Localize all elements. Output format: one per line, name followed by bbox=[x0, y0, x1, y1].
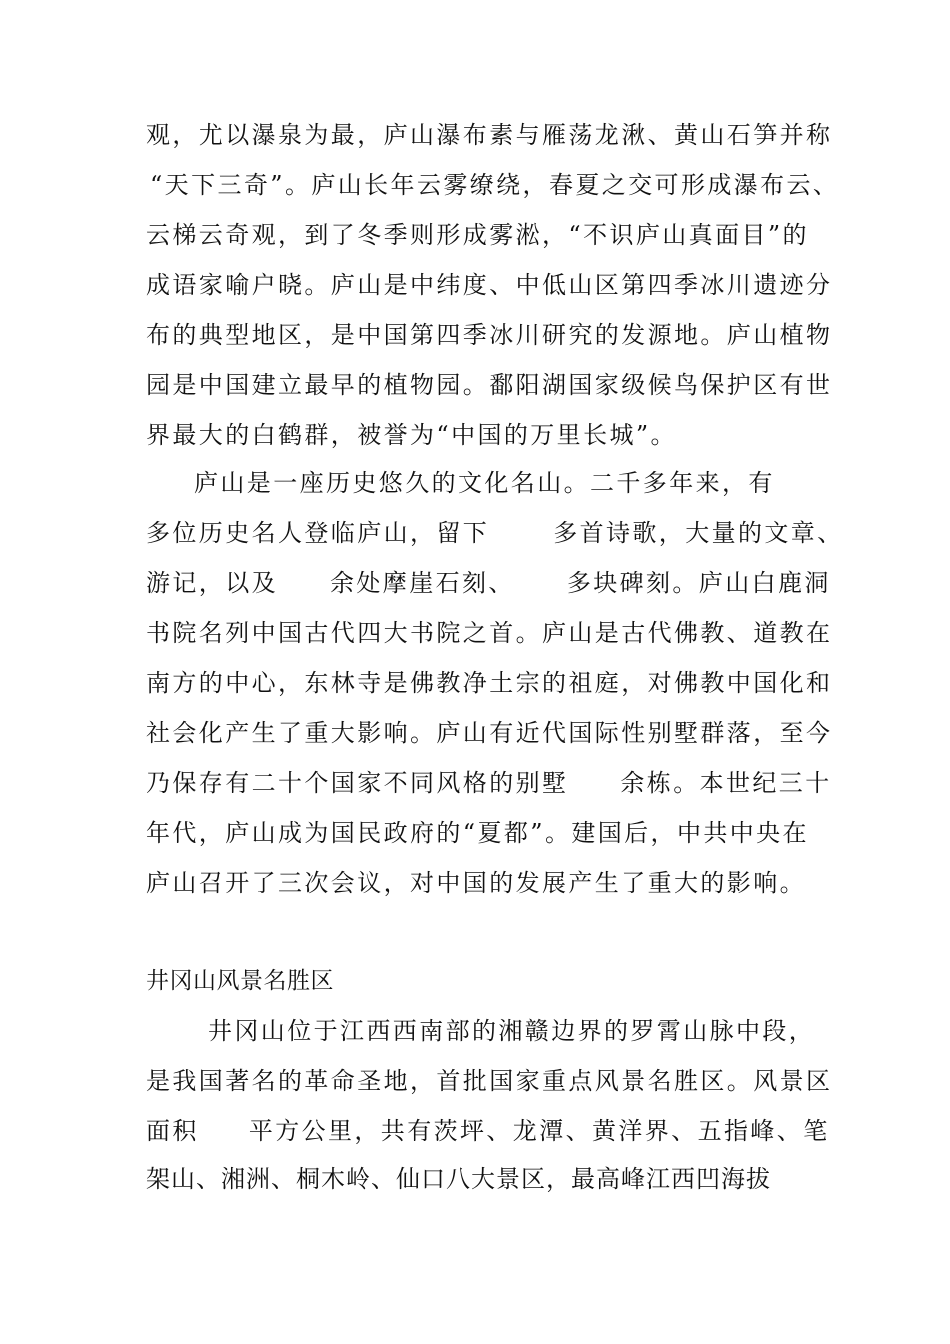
text-line: 书院名列中国古代四大书院之首。庐山是古代佛教、道教在 bbox=[146, 619, 833, 647]
text-line: 庐山是一座历史悠久的文化名山。二千多年来，有 bbox=[194, 469, 775, 497]
text-line: 观，尤以瀑泉为最，庐山瀑布素与雁荡龙湫、黄山石笋并称 bbox=[146, 121, 833, 149]
text-segment: 多首诗歌，大量的文章、 bbox=[553, 519, 844, 547]
text-line: 云梯云奇观，到了冬季则形成雾淞，“不识庐山真面目”的 bbox=[146, 221, 809, 249]
text-line: 架山、湘洲、桐木岭、仙口八大景区，最高峰江西凹海拔 bbox=[146, 1165, 771, 1193]
text-line: 南方的中心，东林寺是佛教净土宗的祖庭，对佛教中国化和 bbox=[146, 669, 833, 697]
text-line: 是我国著名的革命圣地，首批国家重点风景名胜区。风景区 bbox=[146, 1067, 833, 1095]
text-line bbox=[146, 518, 844, 548]
text-line bbox=[146, 768, 832, 798]
text-segment: 游记，以及 bbox=[146, 569, 278, 597]
text-segment: 余栋。本世纪三十 bbox=[620, 769, 832, 797]
text-segment: 多块碑刻。庐山白鹿洞 bbox=[566, 569, 831, 597]
text-line: 界最大的白鹤群，被誉为“中国的万里长城”。 bbox=[146, 421, 677, 449]
text-line: “天下三奇”。庐山长年云雾缭绕，春夏之交可形成瀑布云、 bbox=[150, 171, 840, 199]
text-line: 成语家喻户晓。庐山是中纬度、中低山区第四季冰川遗迹分 bbox=[146, 271, 833, 299]
text-line bbox=[146, 1116, 830, 1146]
text-segment: 面积 bbox=[146, 1117, 199, 1145]
text-segment: 多位历史名人登临庐山，留下 bbox=[146, 519, 490, 547]
text-line: 园是中国建立最早的植物园。鄱阳湖国家级候鸟保护区有世 bbox=[146, 371, 833, 399]
text-line: 社会化产生了重大影响。庐山有近代国际性别墅群落，至今 bbox=[146, 719, 833, 747]
text-line: 井冈山位于江西西南部的湘赣边界的罗霄山脉中段， bbox=[208, 1017, 816, 1045]
text-line: 布的典型地区，是中国第四季冰川研究的发源地。庐山植物 bbox=[146, 321, 833, 349]
text-segment: 平方公里，共有茨坪、龙潭、黄洋界、五指峰、笔 bbox=[248, 1117, 830, 1145]
text-line: 年代，庐山成为国民政府的“夏都”。建国后，中共中央在 bbox=[146, 819, 809, 847]
text-segment: 余处摩崖石刻、 bbox=[330, 569, 515, 597]
text-line: 庐山召开了三次会议，对中国的发展产生了重大的影响。 bbox=[146, 869, 806, 897]
text-segment: 乃保存有二十个国家不同风格的别墅 bbox=[146, 769, 569, 797]
text-line bbox=[146, 568, 831, 598]
section-heading: 井冈山风景名胜区 bbox=[146, 968, 334, 994]
